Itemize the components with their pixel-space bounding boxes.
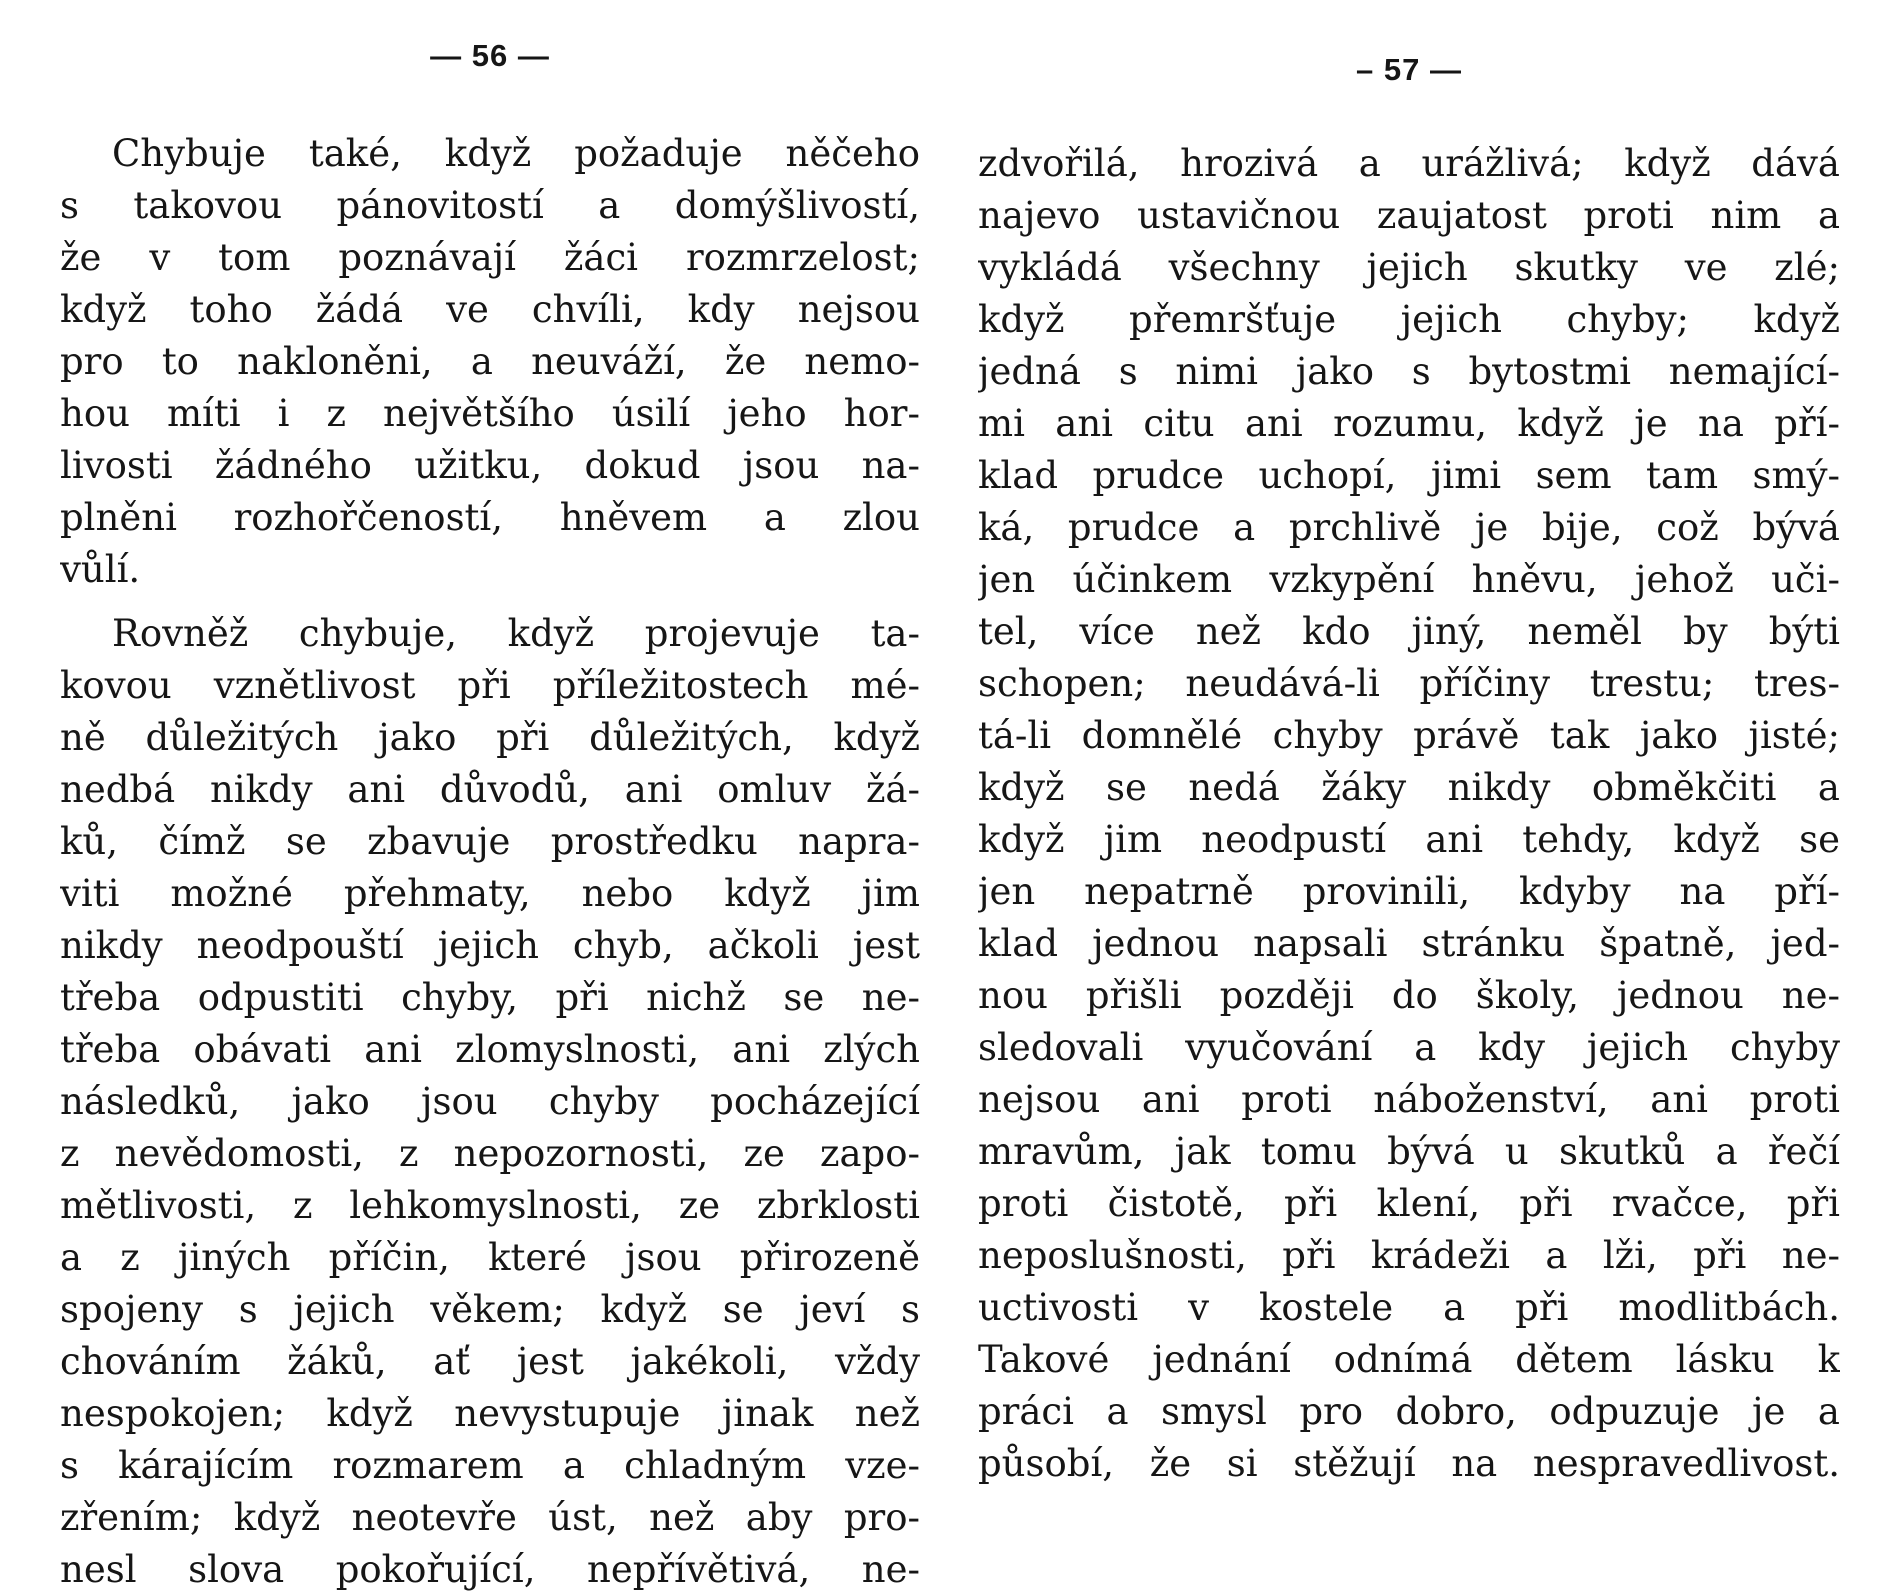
text-line: působí, že si stěžují na nespravedlivost. [978,1442,1840,1485]
text-line: když se nedá žáky nikdy obměkčiti a [978,766,1840,809]
text-line: ně důležitých jako při důležitých, když [60,716,920,759]
text-line: Takové jednání odnímá dětem lásku k [978,1338,1840,1381]
text-line: schopen; neudává-li příčiny trestu; tres- [978,662,1840,705]
text-line: následků, jako jsou chyby pocházející [60,1080,920,1123]
text-line: třeba odpustiti chyby, při nichž se ne- [60,976,920,1019]
text-line: proti čistotě, při klení, při rvačce, při [978,1182,1840,1225]
paragraph [978,138,1840,1490]
text-line: klad prudce uchopí, jimi sem tam smý- [978,454,1840,497]
text-line: mi ani citu ani rozumu, když je na pří- [978,402,1840,445]
text-line: jen účinkem vzkypění hněvu, jehož uči- [978,558,1840,601]
text-line: plněni rozhořčeností, hněvem a zlou [60,496,920,539]
text-line: když toho žádá ve chvíli, kdy nejsou [60,288,920,331]
text-line: ků, čímž se zbavuje prostředku napra- [60,820,920,863]
text-line: jedná s nimi jako s bytostmi nemající- [978,350,1840,393]
text-line: mravům, jak tomu bývá u skutků a řečí [978,1130,1840,1173]
paragraph-gap [60,596,920,608]
text-line: spojeny s jejich věkem; když se jeví s [60,1288,920,1331]
text-line: chováním žáků, ať jest jakékoli, vždy [60,1340,920,1383]
text-line: nou přišli později do školy, jednou ne- [978,974,1840,1017]
text-line: nespokojen; když nevystupuje jinak než [60,1392,920,1435]
text-line: s kárajícím rozmarem a chladným vze- [60,1444,920,1487]
text-line: zdvořilá, hrozivá a urážlivá; když dává [978,142,1840,185]
right-page-text [978,138,1840,1490]
text-line: třeba obávati ani zlomyslnosti, ani zlých [60,1028,920,1071]
text-line: pro to nakloněni, a neuváží, že nemo- [60,340,920,383]
text-line: klad jednou napsali stránku špatně, jed- [978,922,1840,965]
text-line: tel, více než kdo jiný, neměl by býti [978,610,1840,653]
text-line: mětlivosti, z lehkomyslnosti, ze zbrklosti [60,1184,920,1227]
text-line: uctivosti v kostele a při modlitbách. [978,1286,1840,1329]
text-line: kovou vznětlivost při příležitostech mé- [60,664,920,707]
page-number-left: — 56 — [430,38,550,73]
text-line: zřením; když neotevře úst, než aby pro- [60,1496,920,1539]
text-line: tá-li domnělé chyby právě tak jako jisté; [978,714,1840,757]
text-line: a z jiných příčin, které jsou přirozeně [60,1236,920,1279]
left-page-text [60,128,920,1596]
text-line: když jim neodpustí ani tehdy, když se [978,818,1840,861]
page-number-right: – 57 — [1356,52,1462,87]
text-line: livosti žádného užitku, dokud jsou na- [60,444,920,487]
left-page [60,0,920,1591]
text-line: jen nepatrně provinili, kdyby na pří- [978,870,1840,913]
text-line: neposlušnosti, při krádeži a lži, při ne- [978,1234,1840,1277]
text-line: Chybuje také, když požaduje něčeho [112,132,920,175]
text-line: nikdy neodpouští jejich chyb, ačkoli jest [60,924,920,967]
text-line: nesl slova pokořující, nepřívětivá, ne- [60,1548,920,1591]
text-line: sledovali vyučování a kdy jejich chyby [978,1026,1840,1069]
text-line: když přemršťuje jejich chyby; když [978,298,1840,341]
right-page [978,0,1840,1500]
text-line: vykládá všechny jejich skutky ve zlé; [978,246,1840,289]
paragraph [60,128,920,596]
text-line: že v tom poznávají žáci rozmrzelost; [60,236,920,279]
paragraph [60,608,920,1596]
text-line: nedbá nikdy ani důvodů, ani omluv žá- [60,768,920,811]
text-line: nejsou ani proti náboženství, ani proti [978,1078,1840,1121]
text-line: z nevědomosti, z nepozornosti, ze zapo- [60,1132,920,1175]
text-line: ká, prudce a prchlivě je bije, což bývá [978,506,1840,549]
text-line: hou míti i z největšího úsilí jeho hor- [60,392,920,435]
text-line: práci a smysl pro dobro, odpuzuje je a [978,1390,1840,1433]
text-line: viti možné přehmaty, nebo když jim [60,872,920,915]
text-line: s takovou pánovitostí a domýšlivostí, [60,184,920,227]
text-line: vůlí. [60,548,141,591]
text-line: Rovněž chybuje, když projevuje ta- [112,612,920,655]
text-line: najevo ustavičnou zaujatost proti nim a [978,194,1840,237]
